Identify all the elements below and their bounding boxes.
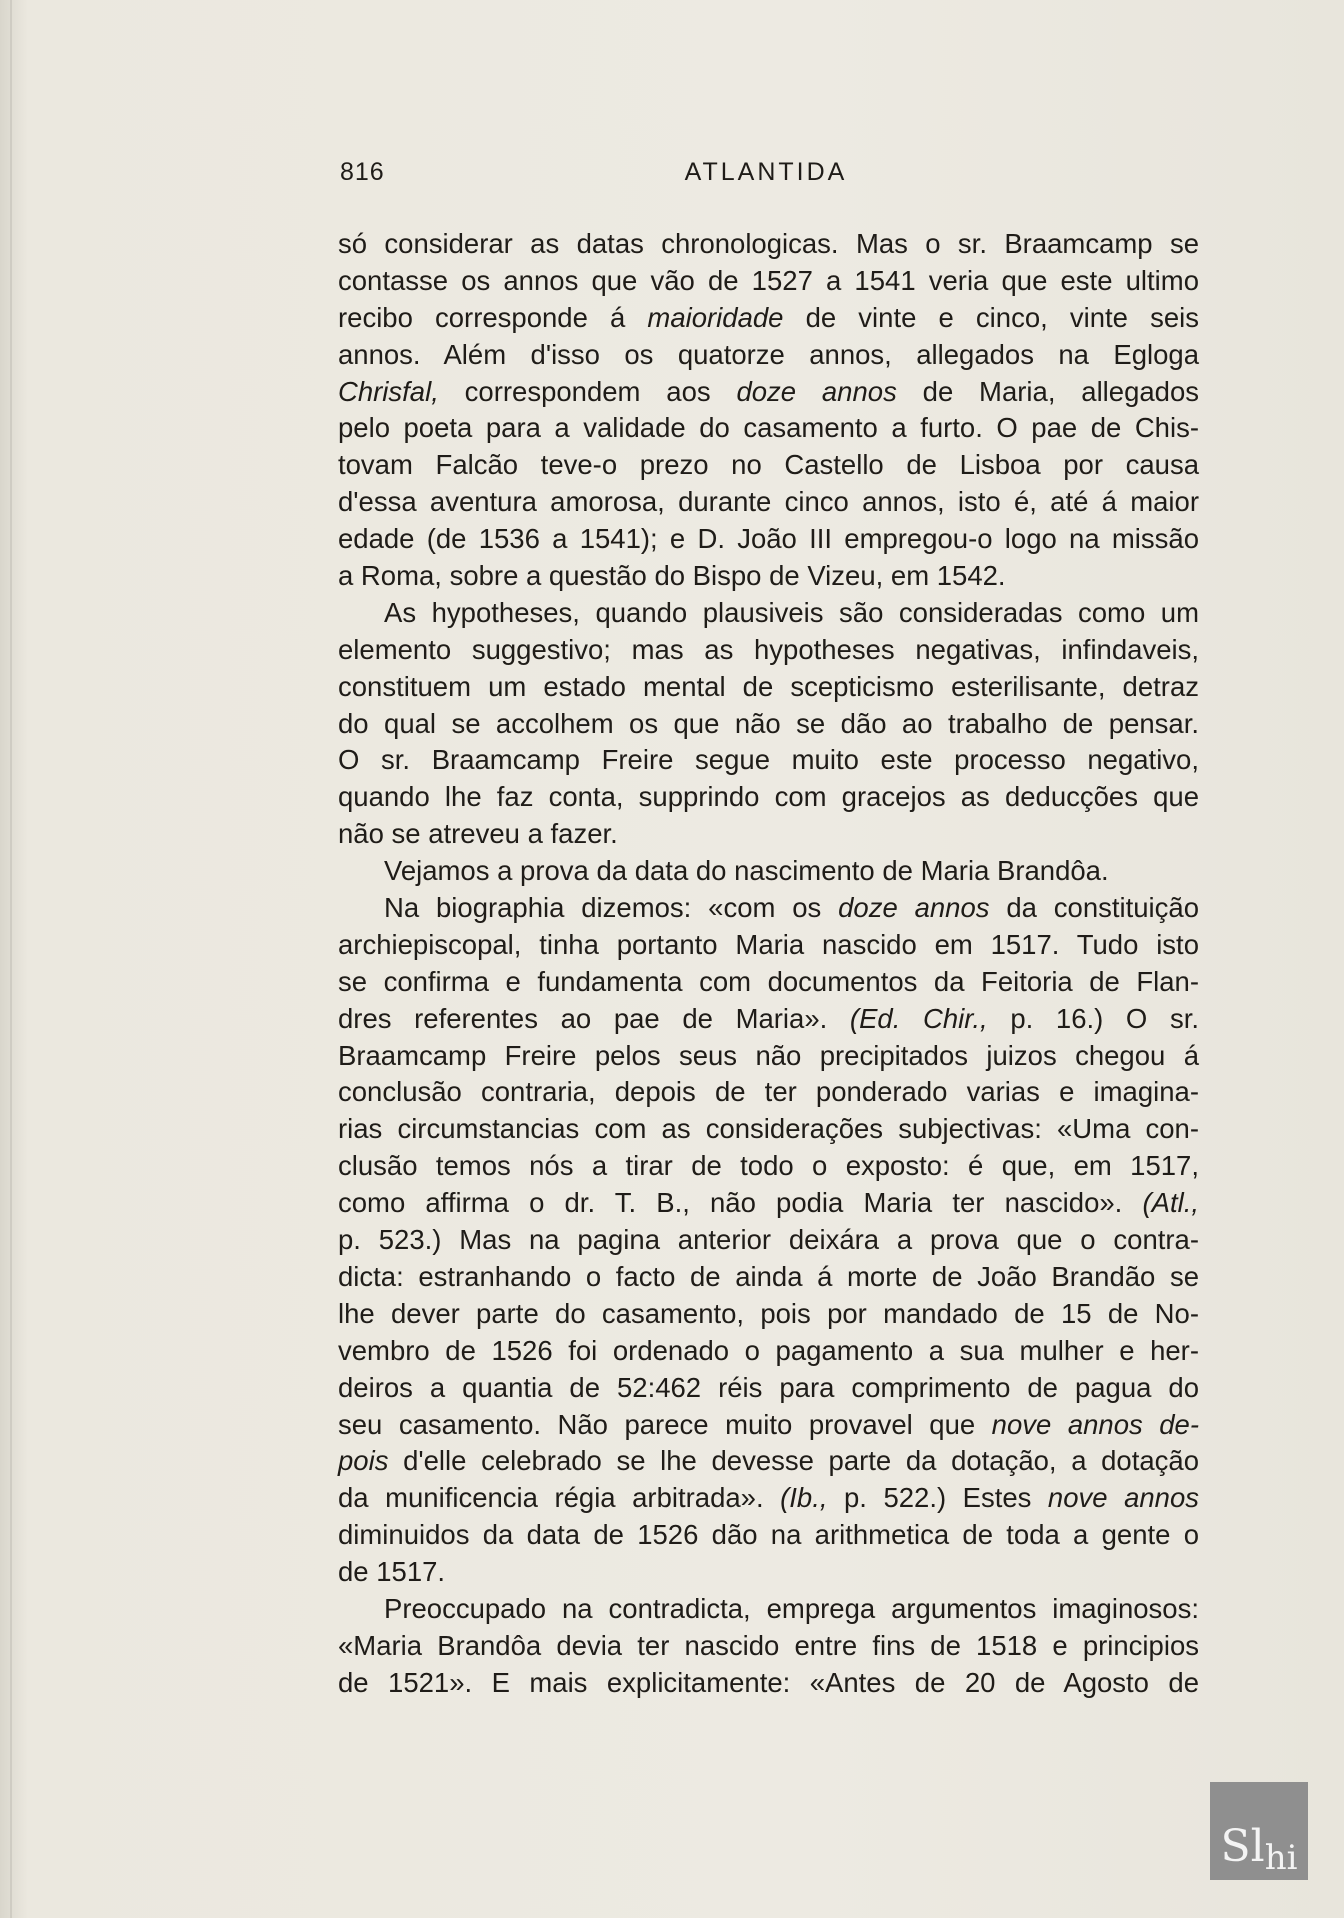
text-segment: só considerar as datas chronologicas. Mas o sr. Braamcamp se (338, 228, 1199, 259)
page-header (336, 158, 1196, 198)
text-line (338, 1517, 1199, 1554)
text-line (338, 1333, 1199, 1370)
text-segment: quando lhe faz conta, supprindo com gracejos as deducções que (338, 781, 1199, 813)
page-number: 816 (340, 158, 385, 186)
text-segment: constituem um estado mental de scepticismo esterilisante, detraz (338, 670, 1199, 702)
text-segment: Braamcamp Freire pelos seus não precipitados juizos chegou á (338, 1039, 1199, 1071)
italic-text: doze annos (838, 892, 990, 924)
italic-text: doze annos (736, 375, 897, 407)
text-line (338, 1407, 1199, 1444)
text-segment: As hypotheses, quando plausiveis são consideradas como um (384, 596, 1199, 628)
text-segment: rias circumstancias com as considerações subjectivas: «Uma con- (338, 1113, 1199, 1145)
italic-text: nove annos de- (991, 1408, 1199, 1440)
text-segment: Preoccupado na contradicta, emprega argumentos imaginosos: (384, 1592, 1199, 1624)
italic-text: pois (338, 1445, 389, 1477)
text-line (338, 263, 1199, 300)
text-line (338, 927, 1199, 964)
text-segment: da constituição (989, 892, 1200, 924)
text-line (338, 742, 1199, 779)
text-line (338, 447, 1199, 484)
text-line (338, 337, 1199, 374)
text-line (338, 1111, 1199, 1148)
text-segment: se confirma e fundamenta com documentos da Feitoria de Flan- (338, 965, 1199, 997)
text-segment: lhe dever parte do casamento, pois por mandado de 15 de No- (338, 1297, 1199, 1329)
text-segment: Vejamos a prova da data do nascimento de Maria Brandôa. (384, 855, 1109, 887)
text-line (338, 779, 1199, 816)
text-segment: clusão temos nós a tirar de todo o exposto: é que, em 1517, (338, 1150, 1199, 1182)
text-line (338, 484, 1199, 521)
text-segment: archiepiscopal, tinha portanto Maria nascido em 1517. Tudo isto (338, 928, 1199, 960)
text-line (338, 374, 1199, 411)
library-logo (1210, 1782, 1308, 1880)
text-segment: não se atreveu a fazer. (338, 818, 618, 850)
italic-text: maioridade (647, 301, 784, 333)
italic-text: nove annos (1047, 1482, 1199, 1514)
page-gutter (10, 0, 12, 1918)
text-line (338, 1591, 1199, 1628)
logo-main-text: Sl (1220, 1821, 1265, 1872)
text-segment: p. 522.) Estes (827, 1482, 1048, 1514)
text-segment: O sr. Braamcamp Freire segue muito este processo negativo, (338, 744, 1199, 776)
logo-sub-text: hi (1264, 1838, 1298, 1878)
text-segment: seu casamento. Não parece muito provavel que (338, 1408, 992, 1440)
text-segment: dres referentes ao pae de Maria». (338, 1002, 850, 1034)
text-segment: de 1521». E mais explicitamente: «Antes de 20 de Agosto de (338, 1666, 1199, 1698)
text-segment: como affirma o dr. T. B., não podia Maria ter nascido». (338, 1187, 1143, 1219)
text-segment: deiros a quantia de 52:462 réis para comprimento de pagua do (338, 1371, 1199, 1403)
text-line (338, 1259, 1199, 1296)
text-line (338, 410, 1199, 447)
text-line (338, 1370, 1199, 1407)
text-segment: do qual se accolhem os que não se dão ao trabalho de pensar. (338, 707, 1199, 739)
text-line (338, 1038, 1199, 1075)
text-segment: correspondem aos (438, 375, 737, 407)
text-segment: p. 523.) Mas na pagina anterior deixára a prova que o contra- (338, 1224, 1199, 1256)
text-segment: conclusão contraria, depois de ter ponderado varias e imagina- (338, 1076, 1199, 1108)
text-segment: diminuidos da data de 1526 dão na arithmetica de toda a gente o (338, 1519, 1199, 1551)
text-segment: pelo poeta para a validade do casamento a furto. O pae de Chis- (338, 412, 1199, 444)
text-segment: a Roma, sobre a questão do Bispo de Vizeu, em 1542. (338, 560, 1006, 592)
text-segment: recibo corresponde á (338, 301, 648, 333)
text-line (338, 595, 1199, 632)
text-line (338, 1443, 1199, 1480)
text-line (338, 964, 1199, 1001)
text-segment: da munificencia régia arbitrada». (338, 1482, 781, 1514)
text-segment: contasse os annos que vão de 1527 a 1541 veria que este ultimo (338, 264, 1199, 296)
text-segment: p. 16.) O sr. (987, 1002, 1199, 1034)
text-line (338, 1628, 1199, 1665)
text-line (338, 1074, 1199, 1111)
text-segment: de 1517. (338, 1556, 446, 1588)
text-line (338, 853, 1199, 890)
text-line (338, 558, 1199, 595)
text-line (338, 1001, 1199, 1038)
text-segment: d'essa aventura amorosa, durante cinco annos, isto é, até á maior (338, 486, 1199, 518)
running-title: ATLANTIDA (684, 158, 848, 186)
text-segment: «Maria Brandôa devia ter nascido entre fins de 1518 e principios (338, 1629, 1199, 1661)
text-segment: de Maria, allegados (896, 375, 1200, 407)
text-line (338, 1185, 1199, 1222)
text-line (338, 816, 1199, 853)
italic-text: (Atl., (1142, 1187, 1199, 1219)
text-line (338, 300, 1199, 337)
italic-text: Chrisfal, (338, 375, 439, 407)
text-line (338, 1222, 1199, 1259)
text-line (338, 632, 1199, 669)
text-segment: de vinte e cinco, vinte seis (783, 301, 1199, 333)
text-line (338, 1665, 1199, 1702)
text-line (338, 669, 1199, 706)
text-segment: tovam Falcão teve-o prezo no Castello de Lisboa por causa (338, 449, 1199, 481)
text-line (338, 706, 1199, 743)
text-line (338, 226, 1199, 263)
text-segment: annos. Além d'isso os quatorze annos, allegados na Egloga (338, 338, 1199, 370)
body-text (338, 226, 1199, 1702)
text-line (338, 1296, 1199, 1333)
italic-text: (Ed. Chir., (849, 1002, 988, 1034)
text-line (338, 1480, 1199, 1517)
text-segment: dicta: estranhando o facto de ainda á morte de João Brandão se (338, 1260, 1199, 1292)
text-line (338, 1148, 1199, 1185)
text-line (338, 890, 1199, 927)
italic-text: (Ib., (780, 1482, 828, 1514)
text-segment: edade (de 1536 a 1541); e D. João III empregou-o logo na missão (338, 523, 1199, 555)
text-segment: d'elle celebrado se lhe devesse parte da dotação, a dotação (388, 1445, 1199, 1477)
text-segment: elemento suggestivo; mas as hypotheses negativas, infindaveis, (338, 633, 1199, 665)
text-segment: Na biographia dizemos: «com os (384, 892, 839, 924)
text-line (338, 521, 1199, 558)
text-segment: vembro de 1526 foi ordenado o pagamento a sua mulher e her- (338, 1334, 1199, 1366)
text-line (338, 1554, 1199, 1591)
